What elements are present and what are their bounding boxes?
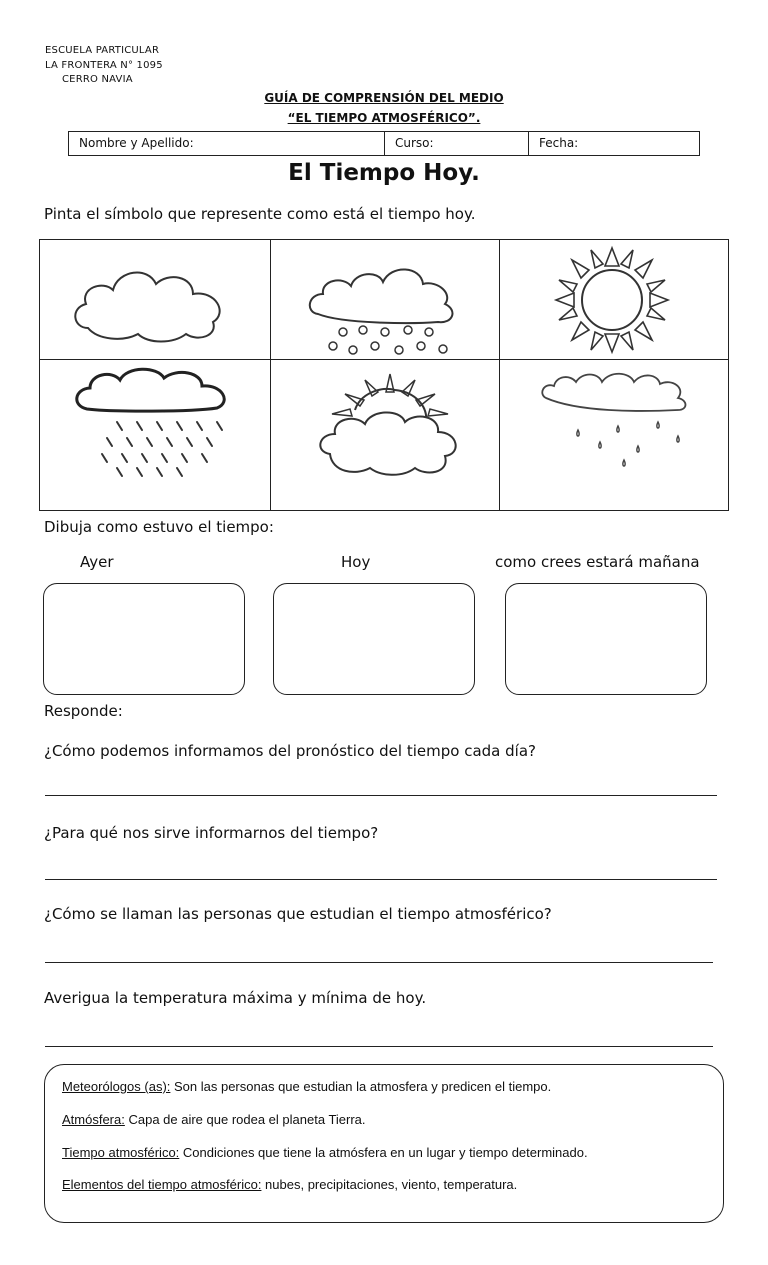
date-field[interactable]: Fecha: [539,136,579,150]
question-4: Averigua la temperatura máxima y mínima de hoy. [44,989,427,1007]
glossary-term: Elementos del tiempo atmosférico: [62,1177,262,1192]
label-today: Hoy [341,553,371,571]
glossary-item [62,1112,366,1127]
glossary-definition: Condiciones que tiene la atmósfera en un lugar y tiempo determinado. [179,1145,588,1160]
drawing-box-tomorrow[interactable] [505,583,707,695]
answer-line-3[interactable] [45,962,713,963]
name-field[interactable]: Nombre y Apellido: [69,132,385,155]
respond-title: Responde: [44,702,123,720]
snow-cloud-icon[interactable] [303,254,473,364]
weather-symbol-grid [39,239,729,511]
drawing-box-today[interactable] [273,583,475,695]
cloud-icon[interactable] [68,258,238,353]
guide-subtitle: “EL TIEMPO ATMOSFÉRICO”. [287,111,481,125]
glossary-term: Tiempo atmosférico: [62,1145,180,1160]
draw-instruction: Dibuja como estuvo el tiempo: [44,518,274,536]
question-1: ¿Cómo podemos informamos del pronóstico del tiempo cada día? [44,742,536,760]
guide-title: GUÍA DE COMPRENSIÓN DEL MEDIO [264,91,504,105]
glossary-term: Meteorólogos (as): [62,1079,171,1094]
page-title: El Tiempo Hoy. [288,160,480,186]
glossary-item [62,1145,588,1160]
answer-line-1[interactable] [45,795,717,796]
course-field[interactable]: Curso: [385,132,529,155]
answer-line-2[interactable] [45,879,717,880]
glossary-box [44,1064,724,1223]
school-name: ESCUELA PARTICULAR [45,45,160,56]
drizzle-cloud-icon[interactable] [538,368,698,483]
glossary-item [62,1079,551,1094]
sun-behind-cloud-icon[interactable] [310,364,470,494]
glossary-definition: Capa de aire que rodea el planeta Tierra. [124,1112,366,1127]
label-tomorrow: como crees estará mañana [495,553,700,571]
answer-line-4[interactable] [45,1046,713,1047]
label-yesterday: Ayer [80,553,114,571]
question-3: ¿Cómo se llaman las personas que estudian el tiempo atmosférico? [44,905,552,923]
school-address: LA FRONTERA N° 1095 [45,60,163,71]
glossary-definition: Son las personas que estudian la atmosfera y predicen el tiempo. [170,1079,552,1094]
drawing-box-yesterday[interactable] [43,583,245,695]
sun-icon[interactable] [545,244,680,361]
glossary-item [62,1177,517,1192]
student-info-table [68,131,700,156]
paint-instruction: Pinta el símbolo que represente como está el tiempo hoy. [44,205,476,223]
question-2: ¿Para qué nos sirve informarnos del tiempo? [44,824,379,842]
school-district: CERRO NAVIA [62,74,133,85]
glossary-term: Atmósfera: [62,1112,125,1127]
rain-cloud-icon[interactable] [72,364,242,489]
glossary-definition: nubes, precipitaciones, viento, temperatura. [261,1177,518,1192]
